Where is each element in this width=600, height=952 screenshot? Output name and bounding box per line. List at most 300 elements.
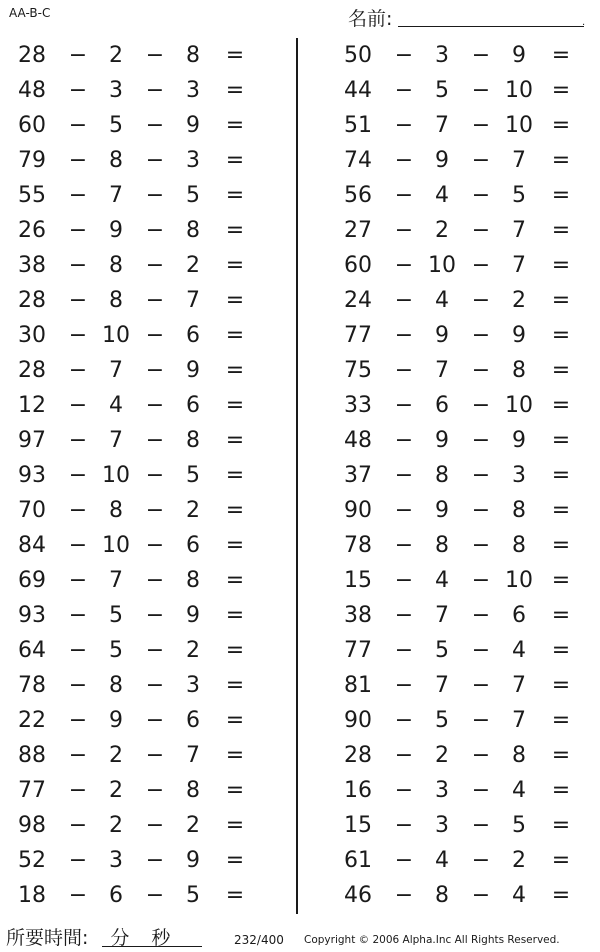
subtrahend-2: 4 xyxy=(512,778,526,803)
subtrahend-1: 9 xyxy=(435,323,449,348)
minus-sign: − xyxy=(68,883,88,908)
equals-sign: = xyxy=(225,253,245,278)
problem-row xyxy=(0,528,270,563)
problem-row xyxy=(0,808,270,843)
subtrahend-2: 3 xyxy=(512,463,526,488)
minus-sign: − xyxy=(394,253,414,278)
minuend: 48 xyxy=(344,428,372,453)
minus-sign: − xyxy=(145,498,165,523)
minus-sign: − xyxy=(68,603,88,628)
name-label: 名前: xyxy=(348,8,393,30)
equals-sign: = xyxy=(225,358,245,383)
subtrahend-2: 4 xyxy=(512,638,526,663)
subtrahend-1: 4 xyxy=(435,288,449,313)
subtrahend-2: 9 xyxy=(186,358,200,383)
subtrahend-1: 9 xyxy=(109,708,123,733)
subtrahend-2: 5 xyxy=(186,883,200,908)
subtrahend-1: 6 xyxy=(109,883,123,908)
problem-row xyxy=(0,878,270,913)
subtrahend-1: 10 xyxy=(102,533,130,558)
minus-sign: − xyxy=(68,113,88,138)
minuend: 15 xyxy=(344,568,372,593)
subtrahend-2: 9 xyxy=(186,113,200,138)
minuend: 12 xyxy=(18,393,46,418)
minus-sign: − xyxy=(394,428,414,453)
minus-sign: − xyxy=(68,463,88,488)
equals-sign: = xyxy=(225,638,245,663)
subtrahend-1: 7 xyxy=(109,358,123,383)
minuend: 88 xyxy=(18,743,46,768)
subtrahend-1: 10 xyxy=(102,463,130,488)
minus-sign: − xyxy=(145,253,165,278)
subtrahend-1: 8 xyxy=(109,288,123,313)
problem-row xyxy=(326,563,596,598)
minus-sign: − xyxy=(394,568,414,593)
minus-sign: − xyxy=(471,498,491,523)
subtrahend-1: 4 xyxy=(435,183,449,208)
minus-sign: − xyxy=(471,568,491,593)
subtrahend-2: 10 xyxy=(505,113,533,138)
time-blank-line xyxy=(102,946,202,947)
subtrahend-1: 8 xyxy=(109,498,123,523)
problem-row xyxy=(0,633,270,668)
problem-row xyxy=(0,423,270,458)
subtrahend-2: 7 xyxy=(512,673,526,698)
equals-sign: = xyxy=(225,743,245,768)
minus-sign: − xyxy=(471,323,491,348)
minus-sign: − xyxy=(68,708,88,733)
minus-sign: − xyxy=(394,673,414,698)
equals-sign: = xyxy=(551,428,571,453)
problem-row xyxy=(326,668,596,703)
subtrahend-1: 7 xyxy=(435,673,449,698)
minus-sign: − xyxy=(68,148,88,173)
problem-row xyxy=(0,598,270,633)
minus-sign: − xyxy=(68,78,88,103)
minus-sign: − xyxy=(145,428,165,453)
problem-row xyxy=(0,388,270,423)
minuend: 60 xyxy=(344,253,372,278)
equals-sign: = xyxy=(551,183,571,208)
minuend: 28 xyxy=(18,288,46,313)
minus-sign: − xyxy=(145,218,165,243)
problem-row xyxy=(326,808,596,843)
subtrahend-2: 2 xyxy=(512,848,526,873)
problem-row xyxy=(0,213,270,248)
minus-sign: − xyxy=(145,533,165,558)
subtrahend-2: 10 xyxy=(505,78,533,103)
minus-sign: − xyxy=(68,323,88,348)
problem-row xyxy=(0,248,270,283)
equals-sign: = xyxy=(225,323,245,348)
equals-sign: = xyxy=(225,113,245,138)
subtrahend-2: 8 xyxy=(512,498,526,523)
problem-row xyxy=(326,598,596,633)
minuend: 93 xyxy=(18,603,46,628)
subtrahend-2: 9 xyxy=(512,323,526,348)
problem-row xyxy=(0,563,270,598)
minuend: 60 xyxy=(18,113,46,138)
minuend: 15 xyxy=(344,813,372,838)
equals-sign: = xyxy=(551,218,571,243)
problem-row xyxy=(326,458,596,493)
subtrahend-2: 5 xyxy=(186,183,200,208)
minus-sign: − xyxy=(145,883,165,908)
subtrahend-1: 2 xyxy=(435,743,449,768)
equals-sign: = xyxy=(551,603,571,628)
minuend: 44 xyxy=(344,78,372,103)
minuend: 56 xyxy=(344,183,372,208)
minuend: 52 xyxy=(18,848,46,873)
equals-sign: = xyxy=(225,813,245,838)
equals-sign: = xyxy=(551,778,571,803)
minus-sign: − xyxy=(471,533,491,558)
subtrahend-1: 3 xyxy=(435,813,449,838)
minus-sign: − xyxy=(145,183,165,208)
equals-sign: = xyxy=(551,848,571,873)
problem-row xyxy=(326,213,596,248)
problem-row xyxy=(0,668,270,703)
subtrahend-2: 2 xyxy=(186,498,200,523)
subtrahend-2: 9 xyxy=(512,43,526,68)
minuend: 27 xyxy=(344,218,372,243)
subtrahend-2: 8 xyxy=(512,358,526,383)
minus-sign: − xyxy=(471,183,491,208)
minus-sign: − xyxy=(471,813,491,838)
problem-row xyxy=(0,773,270,808)
minus-sign: − xyxy=(68,568,88,593)
minuend: 70 xyxy=(18,498,46,523)
subtrahend-1: 8 xyxy=(435,883,449,908)
subtrahend-2: 2 xyxy=(186,253,200,278)
problem-row xyxy=(0,703,270,738)
problem-row xyxy=(326,388,596,423)
minus-sign: − xyxy=(68,43,88,68)
minus-sign: − xyxy=(68,428,88,453)
minus-sign: − xyxy=(145,463,165,488)
minus-sign: − xyxy=(68,638,88,663)
minus-sign: − xyxy=(471,253,491,278)
minus-sign: − xyxy=(471,778,491,803)
problem-row xyxy=(326,178,596,213)
problem-row xyxy=(0,318,270,353)
subtrahend-2: 6 xyxy=(186,393,200,418)
equals-sign: = xyxy=(551,113,571,138)
minuend: 28 xyxy=(18,43,46,68)
minus-sign: − xyxy=(145,78,165,103)
seconds-unit: 秒 xyxy=(151,927,171,949)
problem-row xyxy=(326,248,596,283)
minuend: 18 xyxy=(18,883,46,908)
subtrahend-1: 9 xyxy=(109,218,123,243)
minus-sign: − xyxy=(394,603,414,628)
subtrahend-1: 3 xyxy=(109,848,123,873)
subtrahend-2: 9 xyxy=(186,848,200,873)
problem-row xyxy=(326,738,596,773)
copyright-notice: Copyright © 2006 Alpha.Inc All Rights Reserved. xyxy=(304,934,560,946)
minus-sign: − xyxy=(394,498,414,523)
equals-sign: = xyxy=(551,498,571,523)
problem-row xyxy=(326,143,596,178)
equals-sign: = xyxy=(225,498,245,523)
subtrahend-1: 8 xyxy=(435,533,449,558)
subtrahend-2: 4 xyxy=(512,883,526,908)
subtrahend-1: 8 xyxy=(109,148,123,173)
minus-sign: − xyxy=(394,463,414,488)
minus-sign: − xyxy=(68,673,88,698)
minuend: 48 xyxy=(18,78,46,103)
minus-sign: − xyxy=(68,218,88,243)
minus-sign: − xyxy=(394,78,414,103)
subtrahend-2: 7 xyxy=(512,148,526,173)
minus-sign: − xyxy=(394,288,414,313)
subtrahend-1: 3 xyxy=(109,78,123,103)
problem-row xyxy=(0,143,270,178)
minuend: 74 xyxy=(344,148,372,173)
minuend: 64 xyxy=(18,638,46,663)
equals-sign: = xyxy=(225,393,245,418)
subtrahend-2: 3 xyxy=(186,148,200,173)
minuend: 98 xyxy=(18,813,46,838)
minus-sign: − xyxy=(394,813,414,838)
subtrahend-2: 5 xyxy=(512,813,526,838)
equals-sign: = xyxy=(551,568,571,593)
minuend: 77 xyxy=(344,638,372,663)
equals-sign: = xyxy=(551,463,571,488)
subtrahend-2: 9 xyxy=(512,428,526,453)
subtrahend-1: 8 xyxy=(109,673,123,698)
problem-row xyxy=(326,843,596,878)
minus-sign: − xyxy=(471,463,491,488)
subtrahend-1: 3 xyxy=(435,43,449,68)
subtrahend-1: 5 xyxy=(109,603,123,628)
problem-row xyxy=(326,493,596,528)
subtrahend-1: 4 xyxy=(435,848,449,873)
subtrahend-1: 7 xyxy=(435,358,449,383)
minuend: 37 xyxy=(344,463,372,488)
minuend: 69 xyxy=(18,568,46,593)
equals-sign: = xyxy=(551,673,571,698)
minus-sign: − xyxy=(394,393,414,418)
minus-sign: − xyxy=(145,323,165,348)
subtrahend-1: 9 xyxy=(435,428,449,453)
subtrahend-2: 5 xyxy=(512,183,526,208)
subtrahend-2: 6 xyxy=(512,603,526,628)
equals-sign: = xyxy=(551,148,571,173)
problem-row xyxy=(0,458,270,493)
subtrahend-2: 2 xyxy=(186,638,200,663)
page-number: 232/400 xyxy=(234,933,284,947)
subtrahend-2: 6 xyxy=(186,323,200,348)
minus-sign: − xyxy=(145,673,165,698)
minuend: 84 xyxy=(18,533,46,558)
minus-sign: − xyxy=(471,603,491,628)
minuend: 90 xyxy=(344,498,372,523)
equals-sign: = xyxy=(225,463,245,488)
problem-row xyxy=(326,703,596,738)
minus-sign: − xyxy=(145,603,165,628)
subtrahend-1: 8 xyxy=(109,253,123,278)
minus-sign: − xyxy=(68,498,88,523)
problem-row xyxy=(0,353,270,388)
equals-sign: = xyxy=(225,568,245,593)
minus-sign: − xyxy=(68,253,88,278)
minuend: 93 xyxy=(18,463,46,488)
minus-sign: − xyxy=(394,323,414,348)
minus-sign: − xyxy=(68,848,88,873)
minuend: 97 xyxy=(18,428,46,453)
minuend: 79 xyxy=(18,148,46,173)
subtrahend-1: 9 xyxy=(435,148,449,173)
minus-sign: − xyxy=(394,848,414,873)
minuend: 38 xyxy=(18,253,46,278)
subtrahend-1: 2 xyxy=(109,778,123,803)
equals-sign: = xyxy=(225,78,245,103)
minus-sign: − xyxy=(471,393,491,418)
problem-row xyxy=(326,318,596,353)
subtrahend-2: 8 xyxy=(186,218,200,243)
minus-sign: − xyxy=(471,78,491,103)
worksheet-code: AA-B-C xyxy=(9,6,51,20)
minus-sign: − xyxy=(394,183,414,208)
minus-sign: − xyxy=(145,148,165,173)
subtrahend-2: 3 xyxy=(186,673,200,698)
subtrahend-2: 2 xyxy=(512,288,526,313)
subtrahend-1: 7 xyxy=(435,603,449,628)
subtrahend-2: 6 xyxy=(186,533,200,558)
subtrahend-1: 9 xyxy=(435,498,449,523)
subtrahend-2: 8 xyxy=(512,533,526,558)
subtrahend-2: 7 xyxy=(512,708,526,733)
equals-sign: = xyxy=(551,393,571,418)
minus-sign: − xyxy=(394,218,414,243)
minus-sign: − xyxy=(471,113,491,138)
subtrahend-1: 6 xyxy=(435,393,449,418)
equals-sign: = xyxy=(225,533,245,558)
minus-sign: − xyxy=(471,358,491,383)
equals-sign: = xyxy=(551,358,571,383)
problem-row xyxy=(326,38,596,73)
equals-sign: = xyxy=(225,148,245,173)
subtrahend-2: 7 xyxy=(512,218,526,243)
problem-row xyxy=(0,493,270,528)
minus-sign: − xyxy=(145,288,165,313)
minuend: 26 xyxy=(18,218,46,243)
minus-sign: − xyxy=(68,533,88,558)
minus-sign: − xyxy=(145,778,165,803)
minus-sign: − xyxy=(145,848,165,873)
minuend: 28 xyxy=(344,743,372,768)
subtrahend-2: 8 xyxy=(186,568,200,593)
subtrahend-2: 6 xyxy=(186,708,200,733)
equals-sign: = xyxy=(225,603,245,628)
minuend: 77 xyxy=(344,323,372,348)
subtrahend-1: 5 xyxy=(109,113,123,138)
problem-row xyxy=(0,108,270,143)
equals-sign: = xyxy=(225,43,245,68)
equals-sign: = xyxy=(551,288,571,313)
minuend: 16 xyxy=(344,778,372,803)
minus-sign: − xyxy=(68,183,88,208)
minus-sign: − xyxy=(471,708,491,733)
minus-sign: − xyxy=(145,743,165,768)
problem-row xyxy=(0,178,270,213)
subtrahend-1: 7 xyxy=(109,183,123,208)
minuend: 75 xyxy=(344,358,372,383)
minuend: 46 xyxy=(344,883,372,908)
subtrahend-2: 2 xyxy=(186,813,200,838)
minus-sign: − xyxy=(394,778,414,803)
minus-sign: − xyxy=(394,883,414,908)
minus-sign: − xyxy=(68,358,88,383)
subtrahend-1: 10 xyxy=(102,323,130,348)
subtrahend-1: 5 xyxy=(435,78,449,103)
equals-sign: = xyxy=(551,743,571,768)
subtrahend-2: 7 xyxy=(512,253,526,278)
minus-sign: − xyxy=(394,113,414,138)
column-divider xyxy=(296,38,298,914)
subtrahend-2: 3 xyxy=(186,78,200,103)
problem-row xyxy=(326,633,596,668)
minuend: 30 xyxy=(18,323,46,348)
equals-sign: = xyxy=(225,218,245,243)
problem-row xyxy=(0,38,270,73)
minuend: 28 xyxy=(18,358,46,383)
minuend: 81 xyxy=(344,673,372,698)
minus-sign: − xyxy=(145,43,165,68)
name-end-mark: . xyxy=(582,17,586,28)
subtrahend-1: 7 xyxy=(109,428,123,453)
equals-sign: = xyxy=(225,708,245,733)
minus-sign: − xyxy=(68,778,88,803)
minus-sign: − xyxy=(471,883,491,908)
minus-sign: − xyxy=(145,813,165,838)
subtrahend-2: 9 xyxy=(186,603,200,628)
equals-sign: = xyxy=(225,428,245,453)
minus-sign: − xyxy=(394,148,414,173)
minus-sign: − xyxy=(394,43,414,68)
equals-sign: = xyxy=(551,813,571,838)
equals-sign: = xyxy=(225,883,245,908)
minus-sign: − xyxy=(471,673,491,698)
subtrahend-2: 5 xyxy=(186,463,200,488)
equals-sign: = xyxy=(551,78,571,103)
minuend: 90 xyxy=(344,708,372,733)
minus-sign: − xyxy=(394,638,414,663)
subtrahend-1: 4 xyxy=(435,568,449,593)
subtrahend-2: 10 xyxy=(505,393,533,418)
time-taken-label: 所要時間: xyxy=(6,927,89,949)
minus-sign: − xyxy=(471,218,491,243)
problem-row xyxy=(326,353,596,388)
equals-sign: = xyxy=(225,778,245,803)
minus-sign: − xyxy=(471,428,491,453)
minuend: 22 xyxy=(18,708,46,733)
minus-sign: − xyxy=(471,43,491,68)
subtrahend-2: 7 xyxy=(186,288,200,313)
minus-sign: − xyxy=(471,743,491,768)
problem-row xyxy=(0,843,270,878)
minus-sign: − xyxy=(394,743,414,768)
equals-sign: = xyxy=(551,708,571,733)
minuend: 78 xyxy=(344,533,372,558)
minus-sign: − xyxy=(471,848,491,873)
problem-row xyxy=(326,108,596,143)
minuend: 77 xyxy=(18,778,46,803)
subtrahend-2: 8 xyxy=(186,778,200,803)
equals-sign: = xyxy=(551,638,571,663)
problem-row xyxy=(0,738,270,773)
